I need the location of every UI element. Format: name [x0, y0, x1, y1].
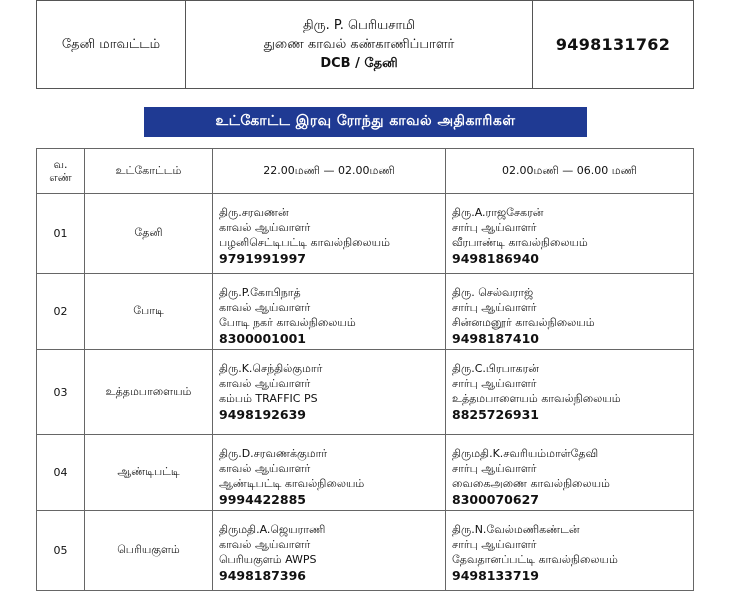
header-table	[36, 0, 694, 89]
shift2-officer	[446, 511, 694, 591]
officer-station: போடி நகர் காவல்நிலையம்	[219, 316, 356, 329]
officer-station: வீரபாண்டி காவல்நிலையம்	[452, 236, 588, 249]
table-row	[37, 435, 694, 511]
officer-station: உத்தமபாளையம் காவல்நிலையம்	[452, 392, 621, 405]
officer-station: பெரியகுளம் AWPS	[219, 553, 317, 566]
section-banner	[144, 107, 587, 137]
shift1-officer	[213, 435, 446, 511]
officer-phone: 8300070627	[452, 492, 539, 507]
officer-unit: DCB / தேனி	[320, 56, 398, 71]
table-row	[37, 511, 694, 591]
header-shift2: 02.00மணி — 06.00 மணி	[446, 149, 694, 194]
officer-name: திரு.A.ராஜசேகரன்	[452, 206, 544, 219]
officer-station: சின்னமனூர் காவல்நிலையம்	[452, 316, 595, 329]
officer-station: வைகைஅணை காவல்நிலையம்	[452, 477, 610, 490]
officer-phone: 8825726931	[452, 407, 539, 422]
header-serial-line2: எண்	[49, 171, 72, 184]
officer-cell	[186, 1, 533, 89]
header-serial-line1: வ.	[53, 158, 68, 171]
row-subdivision: பெரியகுளம்	[85, 511, 213, 591]
officer-designation: துணை காவல் கண்காணிப்பாளர்	[263, 37, 455, 52]
officer-designation: காவல் ஆய்வாளர்	[219, 221, 311, 234]
officer-designation: சார்பு ஆய்வாளர்	[452, 301, 537, 314]
officer-phone: 9498133719	[452, 568, 539, 583]
header-serial	[37, 149, 85, 194]
patrol-officers-table	[36, 148, 694, 591]
table-header-row	[37, 149, 694, 194]
row-number: 02	[37, 274, 85, 350]
officer-phone: 9498192639	[219, 407, 306, 422]
officer-designation: சார்பு ஆய்வாளர்	[452, 377, 537, 390]
officer-name: திரு. செல்வராஜ்	[452, 286, 534, 299]
officer-designation: சார்பு ஆய்வாளர்	[452, 462, 537, 475]
officer-station: தேவதானப்பட்டி காவல்நிலையம்	[452, 553, 618, 566]
officer-name: திரு.D.சரவணக்குமார்	[219, 447, 328, 460]
officer-phone: 9994422885	[219, 492, 306, 507]
shift2-officer	[446, 194, 694, 274]
officer-phone-cell	[533, 1, 694, 89]
officer-name: திரு. P. பெரியசாமி	[302, 18, 416, 33]
officer-name: திரு.N.வேல்மணிகண்டன்	[452, 523, 580, 536]
table-row	[37, 194, 694, 274]
officer-designation: காவல் ஆய்வாளர்	[219, 538, 311, 551]
table-row	[37, 350, 694, 435]
row-number: 01	[37, 194, 85, 274]
header-shift1: 22.00மணி — 02.00மணி	[213, 149, 446, 194]
row-number: 05	[37, 511, 85, 591]
officer-designation: சார்பு ஆய்வாளர்	[452, 538, 537, 551]
shift1-officer	[213, 350, 446, 435]
officer-name: திரு.P.கோபிநாத்	[219, 286, 301, 299]
row-subdivision: ஆண்டிபட்டி	[85, 435, 213, 511]
shift2-officer	[446, 435, 694, 511]
banner-title: உட்கோட்ட இரவு ரோந்து காவல் அதிகாரிகள்	[215, 113, 516, 129]
shift1-officer	[213, 511, 446, 591]
row-number: 03	[37, 350, 85, 435]
officer-phone: 9791991997	[219, 251, 306, 266]
officer-name: திரு.K.செந்தில்குமார்	[219, 362, 323, 375]
officer-station: பழனிசெட்டிபட்டி காவல்நிலையம்	[219, 236, 390, 249]
officer-phone: 8300001001	[219, 331, 306, 346]
shift1-officer	[213, 194, 446, 274]
officer-designation: காவல் ஆய்வாளர்	[219, 301, 311, 314]
officer-name: திருமதி.A.ஜெயராணி	[219, 523, 326, 536]
officer-phone: 9498187396	[219, 568, 306, 583]
row-subdivision: போடி	[85, 274, 213, 350]
district-label: தேனி மாவட்டம்	[61, 36, 161, 52]
table-row	[37, 274, 694, 350]
row-subdivision: உத்தமபாளையம்	[85, 350, 213, 435]
officer-phone: 9498187410	[452, 331, 539, 346]
officer-name: திரு.சரவணன்	[219, 206, 289, 219]
officer-designation: காவல் ஆய்வாளர்	[219, 377, 311, 390]
officer-designation: காவல் ஆய்வாளர்	[219, 462, 311, 475]
row-subdivision: தேனி	[85, 194, 213, 274]
officer-station: ஆண்டிபட்டி காவல்நிலையம்	[219, 477, 365, 490]
row-number: 04	[37, 435, 85, 511]
officer-name: திரு.C.பிரபாகரன்	[452, 362, 539, 375]
district-cell	[37, 1, 186, 89]
officer-phone: 9498186940	[452, 251, 539, 266]
officer-phone: 9498131762	[555, 35, 671, 54]
shift2-officer	[446, 350, 694, 435]
header-subdivision: உட்கோட்டம்	[85, 149, 213, 194]
shift1-officer	[213, 274, 446, 350]
officer-station: கம்பம் TRAFFIC PS	[219, 392, 318, 405]
officer-designation: சார்பு ஆய்வாளர்	[452, 221, 537, 234]
shift2-officer	[446, 274, 694, 350]
officer-name: திருமதி.K.சவரியம்மாள்தேவி	[452, 447, 599, 460]
